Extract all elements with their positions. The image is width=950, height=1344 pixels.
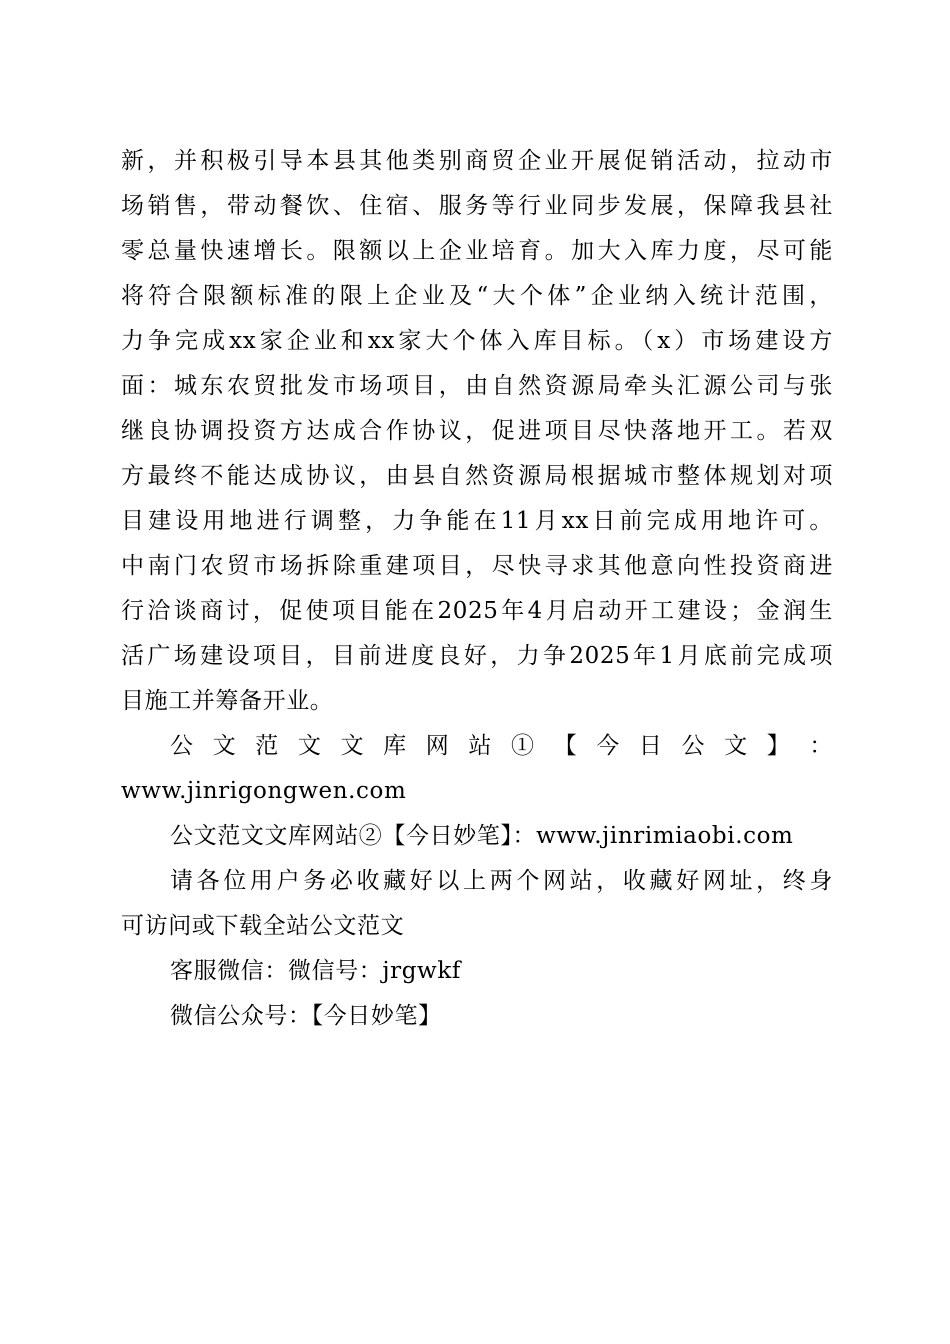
body-line: 活广场建设项目，目前进度良好，力争2025年1月底前完成项 bbox=[121, 643, 833, 669]
body-line: 方最终不能达成协议，由县自然资源局根据城市整体规划对项 bbox=[121, 463, 833, 489]
service-wechat: 客服微信：微信号：jrgwkf bbox=[170, 958, 461, 984]
body-line: 继良协调投资方达成合作协议，促进项目尽快落地开工。若双 bbox=[121, 418, 833, 444]
body-line: 将符合限额标准的限上企业及“大个体”企业纳入统计范围， bbox=[121, 283, 833, 309]
body-line: 零总量快速增长。限额以上企业培育。加大入库力度，尽可能 bbox=[121, 238, 833, 264]
reminder-line: 可访问或下载全站公文范文 bbox=[121, 913, 405, 939]
body-line: 场销售，带动餐饮、住宿、服务等行业同步发展，保障我县社 bbox=[121, 193, 833, 219]
body-line: 面：城东农贸批发市场项目，由自然资源局牵头汇源公司与张 bbox=[121, 373, 833, 399]
site1-url-link[interactable]: www.jinrigongwen.com bbox=[121, 778, 407, 804]
body-line: 新，并积极引导本县其他类别商贸企业开展促销活动，拉动市 bbox=[121, 148, 833, 174]
body-line: 行洽谈商讨，促使项目能在2025年4月启动开工建设；金润生 bbox=[121, 598, 833, 624]
site2-line[interactable]: 公文范文文库网站②【今日妙笔】：www.jinrimiaobi.com bbox=[170, 823, 794, 849]
site1-label: 公 文 范 文 文 库 网 站 ① 【 今 日 公 文 】 ： bbox=[170, 733, 833, 759]
body-line: 力争完成xx家企业和xx家大个体入库目标。（x）市场建设方 bbox=[121, 328, 833, 354]
body-line: 中南门农贸市场拆除重建项目，尽快寻求其他意向性投资商进 bbox=[121, 553, 833, 579]
body-line: 目建设用地进行调整，力争能在11月xx日前完成用地许可。 bbox=[121, 508, 833, 534]
reminder-line: 请各位用户务必收藏好以上两个网站，收藏好网址，终身 bbox=[170, 868, 833, 894]
body-line: 目施工并筹备开业。 bbox=[121, 688, 334, 714]
official-account: 微信公众号：【今日妙笔】 bbox=[170, 1003, 442, 1029]
